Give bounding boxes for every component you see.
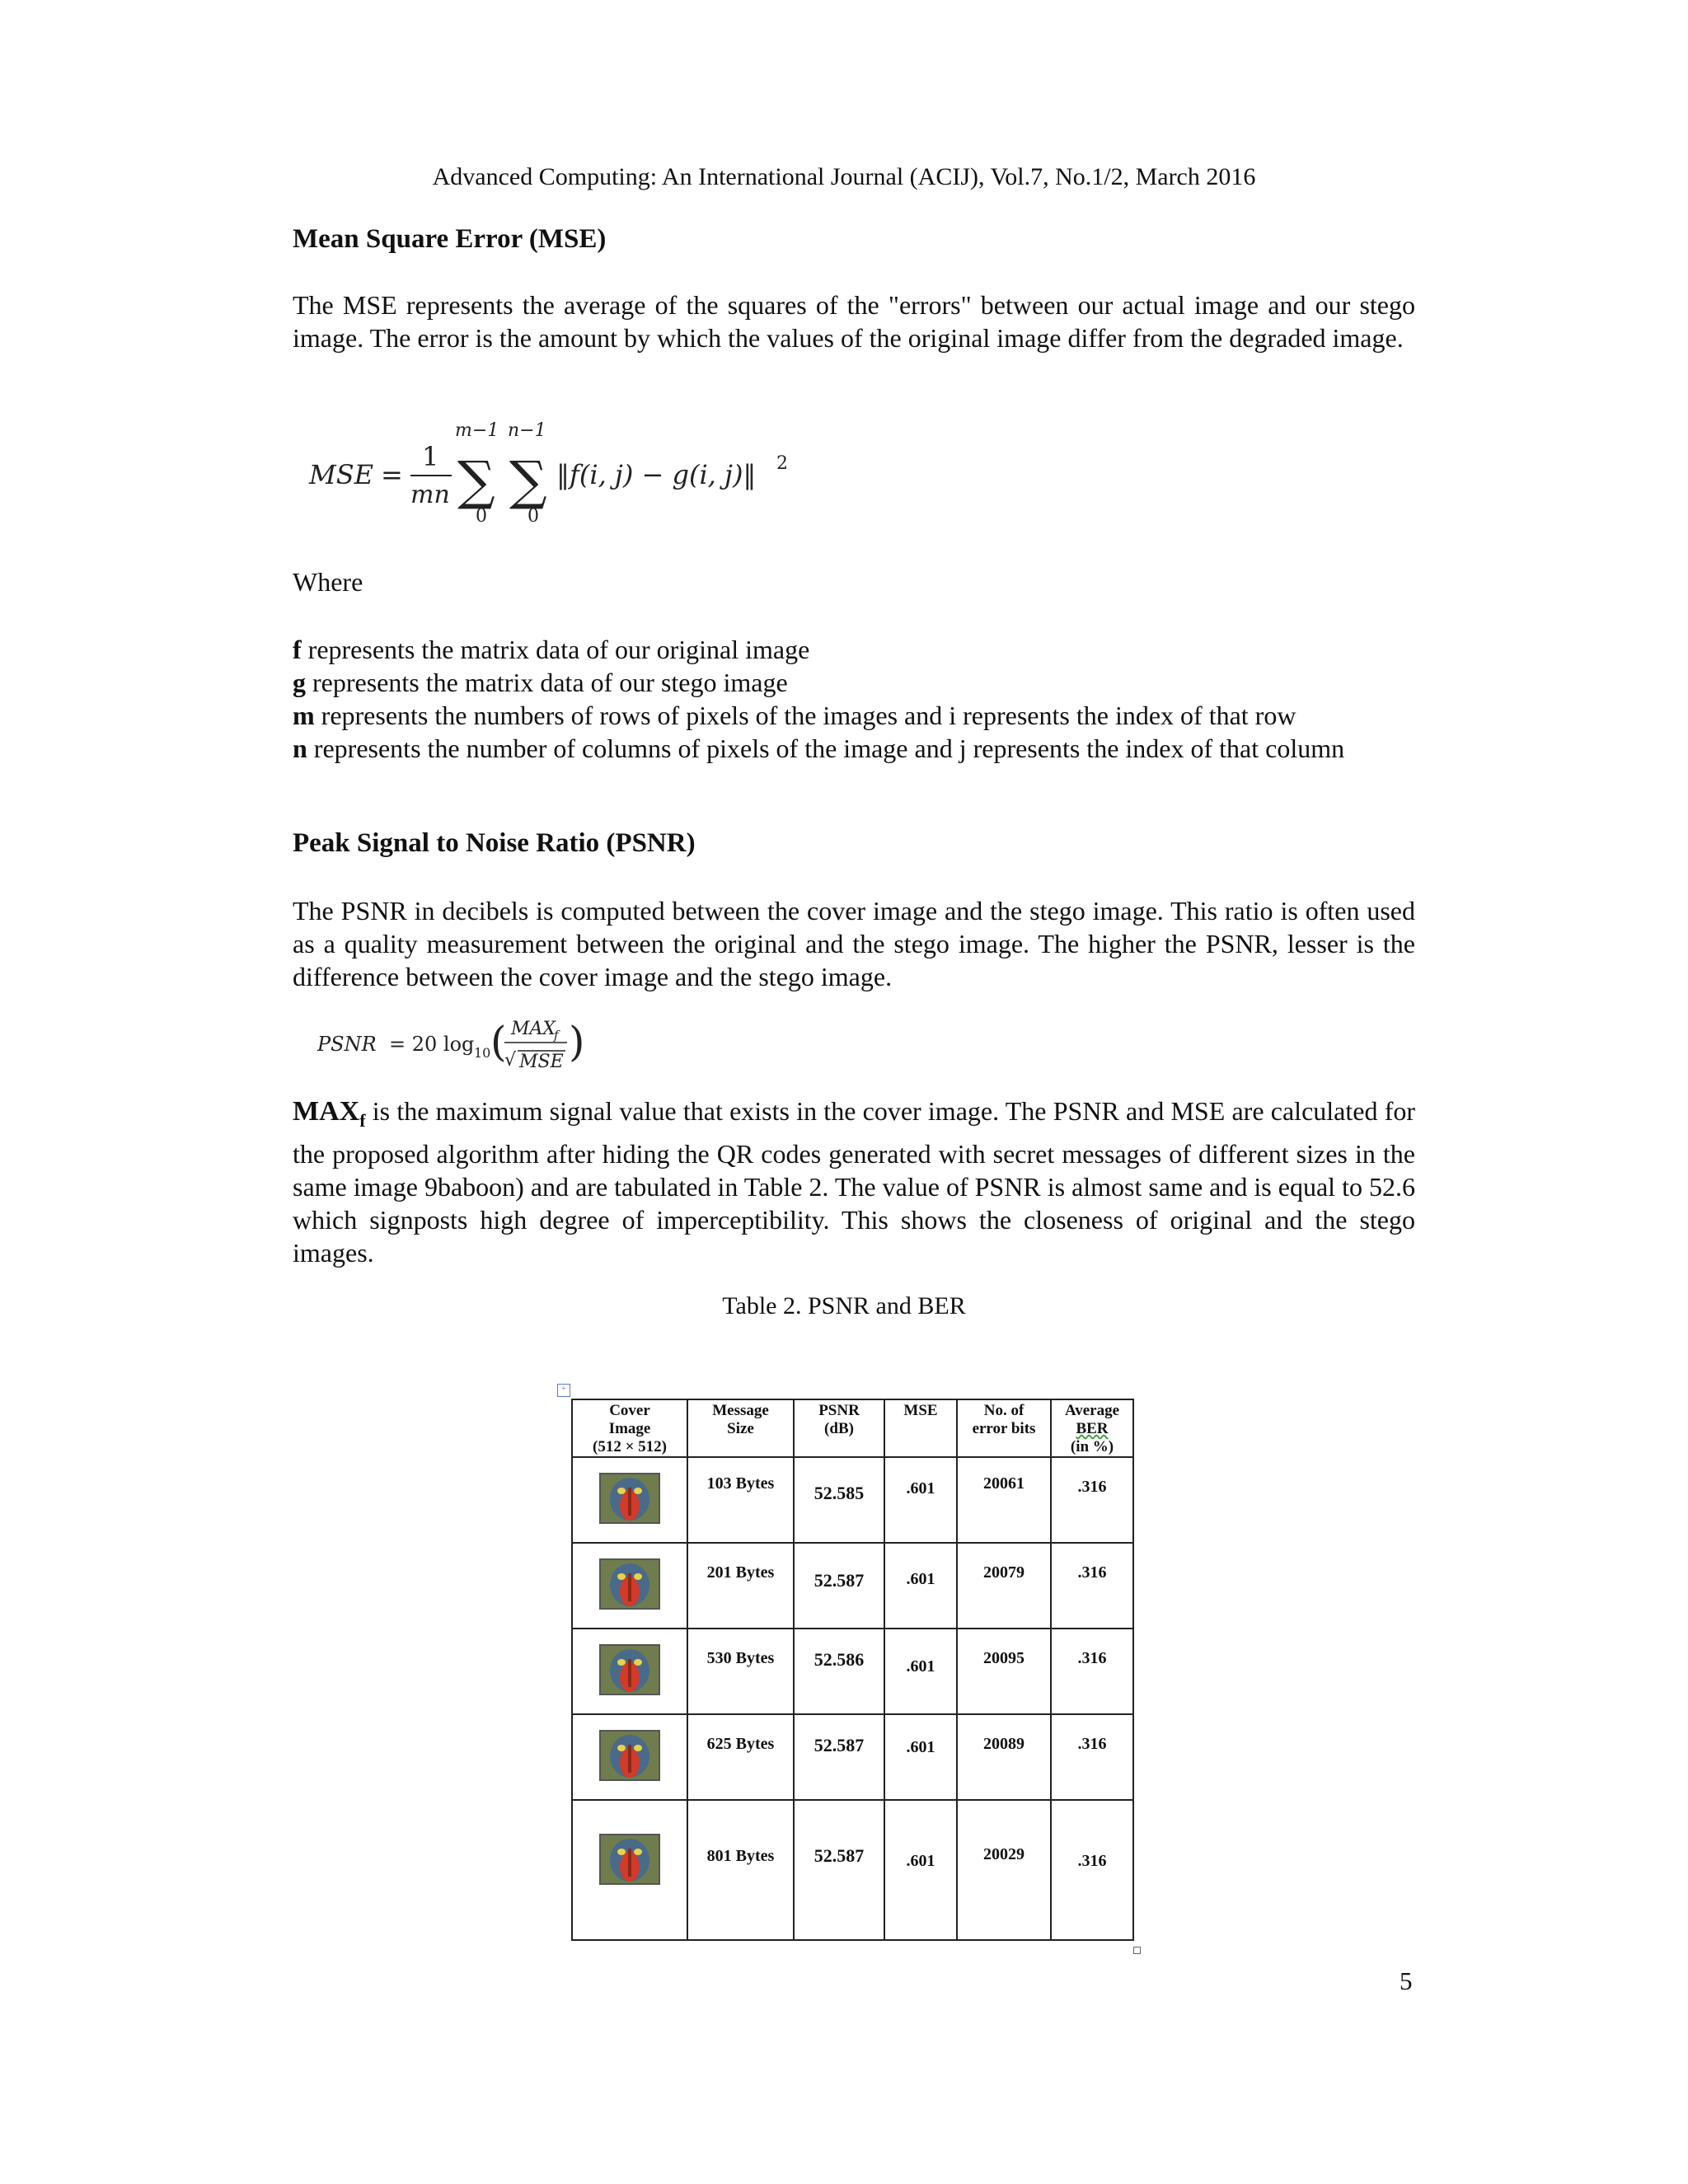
ber-value: .316 [1077,1852,1107,1870]
mse-value: .601 [906,1738,935,1756]
definition-g-text: represents the matrix data of our stego image [306,668,788,697]
header-cover-line3: (512 × 512) [593,1438,667,1455]
error-bits-cell [957,1457,1051,1543]
table-row [572,1543,1133,1629]
header-ber-line1: Average [1064,1402,1120,1419]
svg-text:1: 1 [422,441,439,472]
svg-text:n−1: n−1 [508,420,546,441]
mse-equation [305,416,816,527]
message-size-cell [687,1800,794,1940]
mse-heading-block [293,224,1415,255]
psnr-equation-graphic [313,1010,626,1076]
running-head: Advanced Computing: An International Journal (ACIJ), Vol.7, No.1/2, March 2016 [432,163,1256,190]
psnr-cell [794,1543,884,1629]
error-bits-cell [957,1800,1051,1940]
ber-value: .316 [1077,1735,1107,1753]
mse-value: .601 [906,1657,935,1675]
svg-text:MSE: MSE [519,1052,564,1072]
header-cover-line1: Cover [609,1402,650,1419]
psnr-value: 52.587 [814,1735,865,1755]
header-psnr [794,1399,884,1457]
svg-text:): ) [569,1018,585,1066]
svg-text:(: ( [490,1018,507,1066]
mse-value: .601 [906,1570,935,1588]
header-errbits-line1: No. of [983,1402,1025,1419]
maxf-subscript: f [359,1109,366,1131]
cover-image-cell [572,1543,687,1629]
symbol-m: m [293,701,315,730]
message-size-cell [687,1543,794,1629]
maxf-paragraph-text: is the maximum signal value that exists in the cover image. The PSNR and MSE are calculated for the proposed algorithm after hiding the QR codes generated with secret messages of different sizes in the same image 9baboon) and are tabulated in Table 2. The value of PSNR is almost same and is equal to 52.6 which signposts high degree of imperceptibility. This shows the closeness of original and the stego images. [293,1096,1415,1268]
ber-value: .316 [1077,1563,1107,1582]
table-row [572,1714,1133,1800]
variable-definitions [293,633,1415,765]
psnr-ber-table [571,1399,1134,1941]
header-message-line2: Size [727,1420,754,1437]
svg-text:m−1: m−1 [455,420,499,441]
header-average-ber [1051,1399,1133,1457]
svg-text:PSNR: PSNR [317,1033,377,1056]
mse-cell [884,1800,957,1940]
message-size-value: 530 Bytes [706,1649,775,1667]
maxf-label: MAX [293,1096,360,1127]
psnr-cell [794,1457,884,1543]
error-bits-cell [957,1629,1051,1714]
symbol-n: n [293,733,307,763]
baboon-thumbnail-icon [599,1473,660,1524]
cover-image-cell [572,1800,687,1940]
cover-image-cell [572,1457,687,1543]
maxf-paragraph [293,1094,1415,1269]
mse-cell [884,1629,957,1714]
message-size-cell [687,1629,794,1714]
ber-cell [1051,1800,1133,1940]
cover-image-cell [572,1714,687,1800]
svg-text:MAX: MAX [511,1019,556,1039]
svg-text:0: 0 [476,506,487,523]
error-bits-value: 20029 [983,1845,1025,1863]
header-error-bits [957,1399,1051,1457]
mse-paragraph: The MSE represents the average of the squares of the "errors" between our actual image and our stego image. The error is the amount by which the values of the original image differ from the degraded image. [293,290,1415,353]
mse-paragraph-block [293,288,1415,354]
definition-m-text: represents the numbers of rows of pixels of the images and i represents the index of that row [314,701,1296,730]
maxf-symbol [293,1096,366,1131]
mse-cell [884,1457,957,1543]
psnr-value: 52.587 [814,1845,865,1866]
table-header-row [572,1399,1133,1457]
ber-value: .316 [1077,1478,1107,1496]
mse-equation-graphic [305,416,816,523]
message-size-cell [687,1457,794,1543]
page-number: 5 [1400,1966,1413,1995]
mse-cell [884,1543,957,1629]
mse-cell [884,1714,957,1800]
symbol-g: g [293,668,306,697]
svg-text:10: 10 [474,1045,491,1061]
header-mse-line1: MSE [903,1402,938,1419]
header-errbits-line2: error bits [972,1420,1036,1437]
definition-f-text: represents the matrix data of our original image [301,635,810,664]
table-row [572,1629,1133,1714]
ber-cell [1051,1714,1133,1800]
table-caption: Table 2. PSNR and BER [722,1292,966,1319]
message-size-value: 103 Bytes [706,1474,775,1493]
svg-text:mn: mn [410,480,450,509]
error-bits-value: 20061 [983,1474,1025,1493]
error-bits-value: 20095 [983,1649,1025,1667]
table-row [572,1457,1133,1543]
error-bits-value: 20089 [983,1735,1025,1753]
svg-text:MSE: MSE [309,459,374,490]
svg-text:‖f(i, j) − g(i, j)‖: ‖f(i, j) − g(i, j)‖ [556,459,757,490]
ber-cell [1051,1457,1133,1543]
psnr-cell [794,1714,884,1800]
message-size-cell [687,1714,794,1800]
message-size-value: 201 Bytes [706,1563,775,1582]
svg-text:f: f [554,1028,559,1043]
mse-value: .601 [906,1479,935,1497]
header-psnr-line1: PSNR [818,1402,860,1419]
header-cover-line2: Image [608,1420,651,1437]
psnr-heading-block [293,828,1415,859]
baboon-thumbnail-icon [599,1730,660,1781]
error-bits-value: 20079 [983,1563,1025,1582]
error-bits-cell [957,1714,1051,1800]
baboon-thumbnail-icon [599,1644,660,1695]
ber-cell [1051,1543,1133,1629]
svg-text:=: = [381,459,403,490]
psnr-value: 52.586 [814,1649,865,1670]
ber-cell [1051,1629,1133,1714]
psnr-value: 52.587 [814,1570,865,1591]
symbol-f: f [293,635,302,664]
psnr-value: 52.585 [814,1483,865,1503]
header-cover-image [572,1399,687,1457]
svg-text:2: 2 [776,453,788,474]
table-wrapper [571,1399,1134,1941]
error-bits-cell [957,1543,1051,1629]
maxf-paragraph-block [293,1094,1415,1269]
psnr-cell [794,1629,884,1714]
table-row [572,1800,1133,1940]
message-size-value: 625 Bytes [706,1735,775,1753]
ber-value: .316 [1077,1649,1107,1667]
baboon-thumbnail-icon [599,1834,660,1885]
header-ber-line3: (in %) [1070,1438,1114,1455]
header-message-size [687,1399,794,1457]
message-size-value: 801 Bytes [706,1847,775,1865]
header-psnr-line2: (dB) [824,1420,854,1437]
definition-g [293,666,1415,699]
where-label: Where [293,567,363,597]
psnr-paragraph-block [293,894,1415,993]
svg-text:= 20 log: = 20 log [389,1033,475,1056]
table-resize-handle-icon[interactable] [1133,1947,1141,1954]
psnr-heading: Peak Signal to Noise Ratio (PSNR) [293,828,696,858]
psnr-paragraph: The PSNR in decibels is computed between the cover image and the stego image. This ratio is often used as a quality measurement between the original and the stego image. The higher the PSNR, lesser is the difference between the cover image and the stego image. [293,896,1415,991]
cover-image-cell [572,1629,687,1714]
definition-f [293,633,1415,666]
psnr-cell [794,1800,884,1940]
svg-text:0: 0 [528,506,539,523]
svg-text:∑: ∑ [509,451,547,512]
svg-text:√: √ [504,1050,517,1071]
table-move-handle-icon[interactable]: + [557,1384,570,1397]
header-mse [884,1399,957,1457]
mse-value: .601 [906,1852,935,1870]
psnr-equation [313,1010,626,1080]
header-ber-line2: BER [1076,1420,1109,1437]
definition-n-text: represents the number of columns of pixels of the image and j represents the index of that column [307,733,1345,763]
svg-text:∑: ∑ [457,451,495,512]
baboon-thumbnail-icon [599,1558,660,1610]
definition-n [293,732,1415,765]
mse-heading: Mean Square Error (MSE) [293,224,607,254]
definition-m [293,699,1415,732]
header-message-line1: Message [712,1402,769,1419]
